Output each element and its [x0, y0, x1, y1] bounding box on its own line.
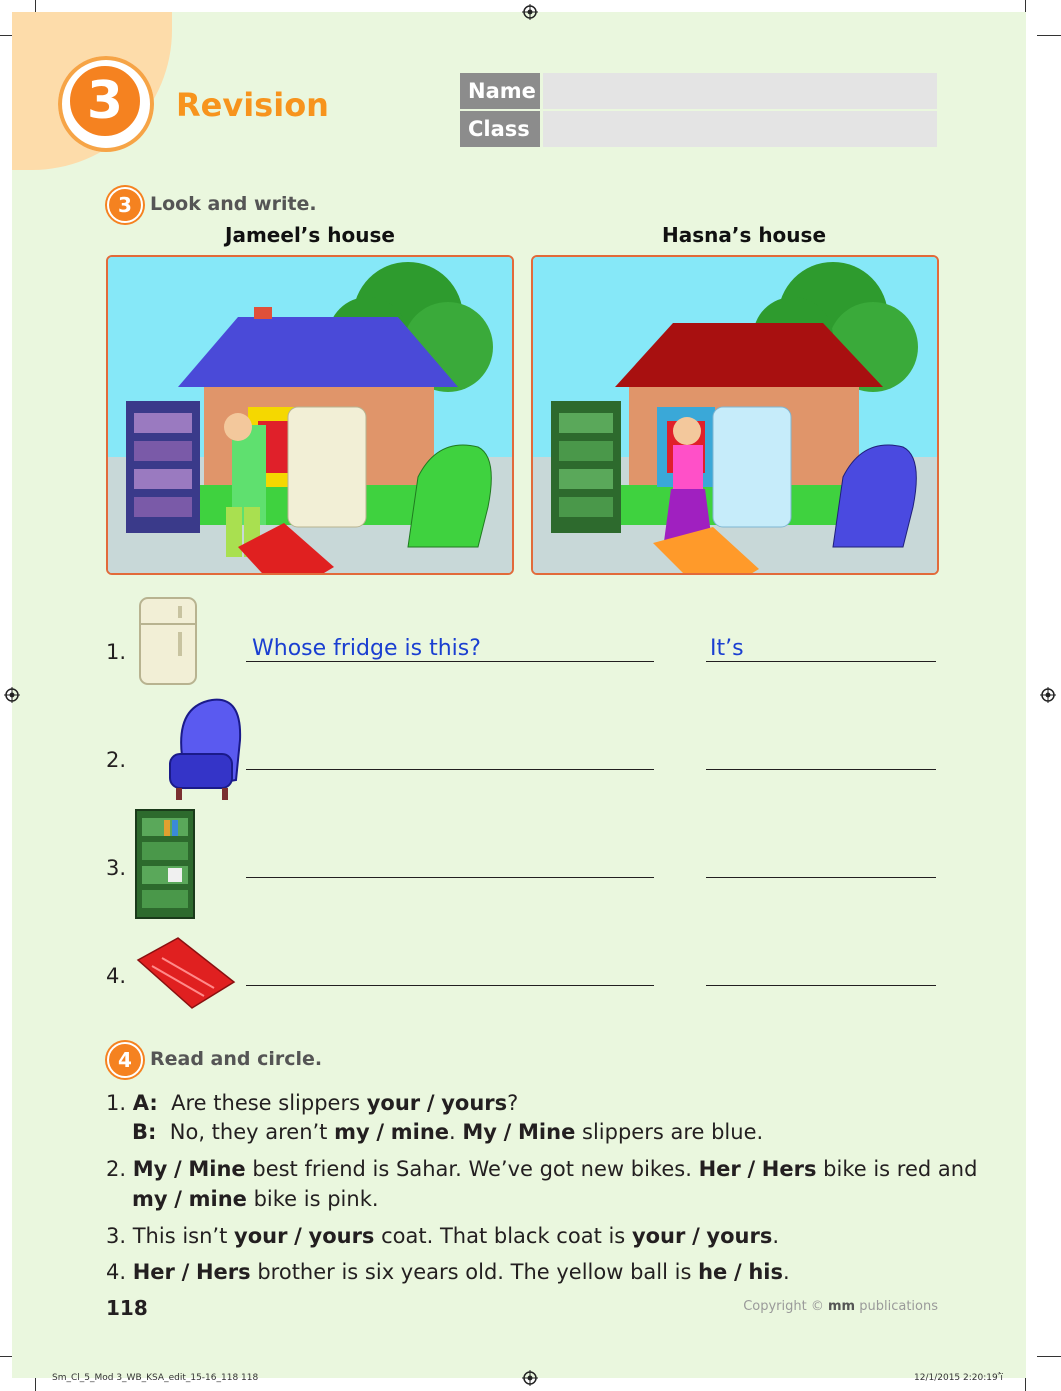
hasna-house-picture	[531, 255, 939, 575]
choice-word[interactable]: mine	[390, 1120, 450, 1144]
row-number: 2.	[106, 748, 127, 772]
crop-mark	[1037, 1356, 1061, 1357]
circle-item-1a: 1. A: Are these slippers your / yours?	[106, 1091, 519, 1115]
choice-word[interactable]: yours	[308, 1224, 375, 1248]
choice-word[interactable]: his	[748, 1260, 783, 1284]
choice-word[interactable]: your	[234, 1224, 288, 1248]
registration-mark-icon	[522, 1370, 538, 1386]
exercise-3-number: 3	[107, 187, 143, 223]
crop-mark	[1037, 35, 1061, 36]
print-slug-right: 12/1/2015 2:20:19 ٌï	[914, 1373, 1003, 1383]
choice-word[interactable]: Her	[698, 1157, 741, 1181]
choice-word[interactable]: Mine	[518, 1120, 576, 1144]
circle-item-2: 2. My / Mine best friend is Sahar. We’ve got new bikes. Her / Hers bike is red and	[106, 1157, 978, 1181]
choice-word[interactable]: yours	[706, 1224, 773, 1248]
armchair-icon	[164, 696, 244, 800]
question-answer-line[interactable]	[246, 985, 654, 986]
question-answer-line[interactable]	[246, 769, 654, 770]
question-answer-line[interactable]	[246, 661, 654, 662]
choice-word[interactable]: my	[334, 1120, 370, 1144]
choice-word[interactable]: Her	[132, 1260, 175, 1284]
jameel-house-caption: Jameel’s house	[225, 223, 395, 247]
choice-word[interactable]: your	[631, 1224, 686, 1248]
question-answer-line[interactable]	[246, 877, 654, 878]
registration-mark-icon	[1040, 687, 1056, 703]
owner-answer-line[interactable]	[706, 877, 936, 878]
unit-title: Revision	[176, 86, 329, 124]
example-question: Whose fridge is this?	[252, 636, 481, 661]
example-answer: It’s	[710, 636, 744, 661]
exercise-3-instruction: Look and write.	[150, 193, 317, 215]
choice-word[interactable]: My	[462, 1120, 497, 1144]
name-field[interactable]	[543, 73, 937, 109]
circle-item-1b: B: No, they aren’t my / mine. My / Mine slippers are blue.	[132, 1120, 764, 1144]
choice-word[interactable]: Hers	[195, 1260, 251, 1284]
registration-mark-icon	[522, 4, 538, 20]
row-number: 3.	[106, 856, 127, 880]
choice-word[interactable]: yours	[441, 1091, 508, 1115]
unit-number: 3	[66, 62, 144, 140]
choice-word[interactable]: Mine	[188, 1157, 246, 1181]
choice-word[interactable]: My	[132, 1157, 168, 1181]
choice-word[interactable]: he	[698, 1260, 728, 1284]
rug-icon	[134, 936, 238, 1012]
owner-answer-line[interactable]	[706, 985, 936, 986]
copyright-notice: Copyright © mm publications	[743, 1299, 938, 1314]
circle-item-4: 4. Her / Hers brother is six years old. The yellow ball is he / his.	[106, 1260, 790, 1284]
choice-word[interactable]: my	[132, 1187, 168, 1211]
name-label: Name	[460, 73, 540, 109]
owner-answer-line[interactable]	[706, 769, 936, 770]
owner-answer-line[interactable]	[706, 661, 936, 662]
circle-item-3: 3. This isn’t your / yours coat. That black coat is your / yours.	[106, 1224, 780, 1248]
fridge-icon	[136, 594, 200, 688]
class-field[interactable]	[543, 111, 937, 147]
row-number: 4.	[106, 964, 127, 988]
choice-word[interactable]: your	[366, 1091, 421, 1115]
choice-word[interactable]: mine	[188, 1187, 247, 1211]
page-number: 118	[106, 1296, 148, 1320]
unit-badge	[58, 56, 154, 152]
bookcase-icon	[134, 808, 198, 920]
worksheet-page	[12, 12, 1026, 1378]
exercise-4-number: 4	[107, 1042, 143, 1078]
class-row	[460, 111, 937, 147]
name-row	[460, 73, 937, 109]
print-slug-left: Sm_Cl_5_Mod 3_WB_KSA_edit_15-16_118 118	[52, 1373, 259, 1383]
circle-item-2-cont: my / mine bike is pink.	[132, 1187, 379, 1211]
exercise-4-instruction: Read and circle.	[150, 1048, 323, 1070]
hasna-house-caption: Hasna’s house	[661, 223, 827, 247]
class-label: Class	[460, 111, 540, 147]
jameel-house-picture	[106, 255, 514, 575]
row-number: 1.	[106, 640, 127, 664]
registration-mark-icon	[4, 687, 20, 703]
choice-word[interactable]: Hers	[761, 1157, 817, 1181]
